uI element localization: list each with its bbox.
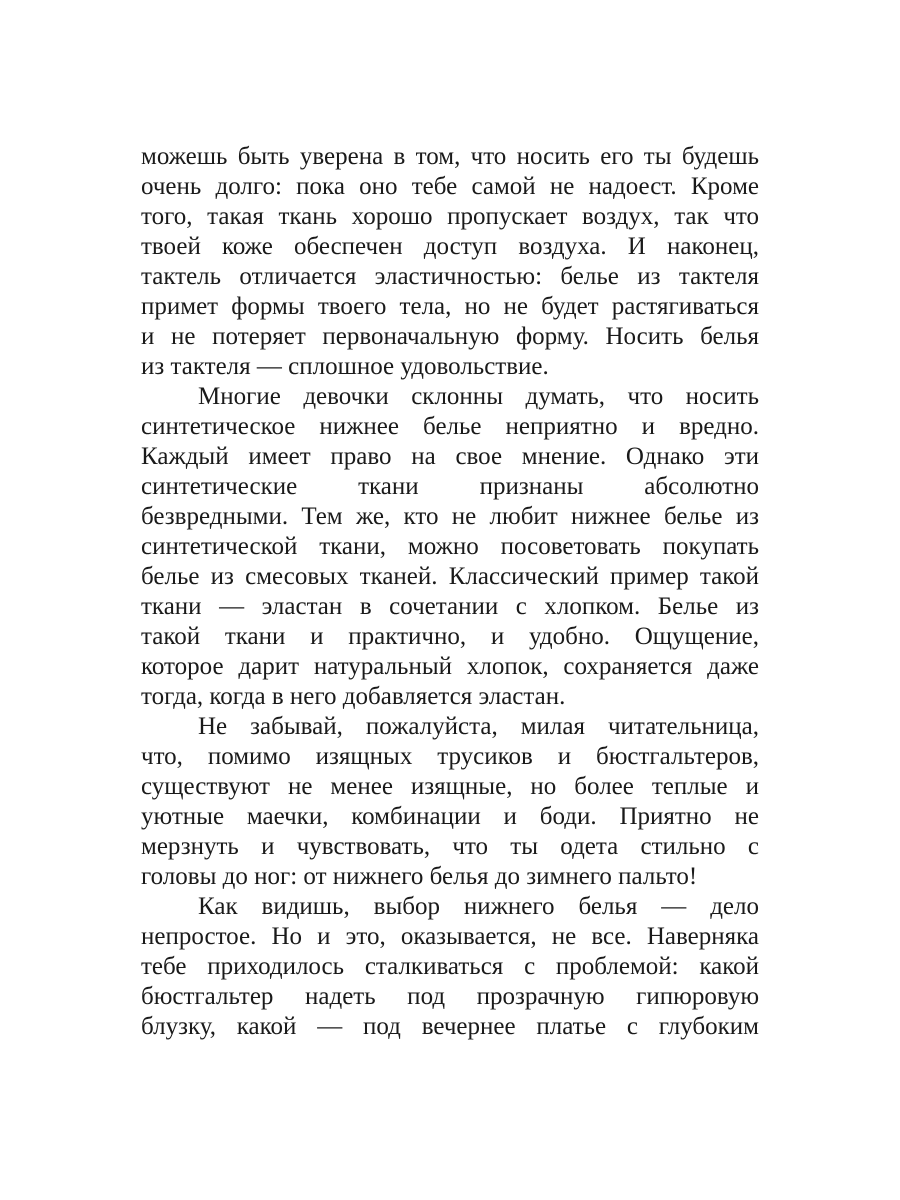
text-line: что, помимо изящных трусиков и бюстгальтеров, [141,743,759,770]
text-line: которое дарит натуральный хлопок, сохраняется даже [141,653,759,680]
text-line: Не забывай, пожалуйста, милая читательница, [198,713,759,740]
text-line: мерзнуть и чувствовать, что ты одета стильно с [141,833,759,860]
text-line: тактель отличается эластичностью: белье из тактеля [141,263,759,290]
text-line: синтетические ткани признаны абсолютно [141,473,759,500]
text-line: безвредными. Тем же, кто не любит нижнее белье из [141,503,759,530]
text-line: существуют не менее изящные, но более теплые и [141,773,759,800]
text-line: и не потеряет первоначальную форму. Носить белья [141,323,759,350]
text-line: непростое. Но и это, оказывается, не все. Наверняка [141,923,759,950]
text-line: из тактеля — сплошное удовольствие. [141,353,549,380]
text-line: белье из смесовых тканей. Классический пример такой [141,563,759,590]
text-line: уютные маечки, комбинации и боди. Приятно не [141,803,759,830]
text-line: блузку, какой — под вечернее платье с глубоким [141,1013,759,1040]
text-line: головы до ног: от нижнего белья до зимнего пальто! [141,863,698,890]
text-line: бюстгальтер надеть под прозрачную гипюровую [141,983,759,1010]
text-line: того, такая ткань хорошо пропускает воздух, так что [141,203,759,230]
text-line: тогда, когда в него добавляется эластан. [141,683,566,710]
text-line: синтетической ткани, можно посоветовать покупать [141,533,759,560]
text-line: Многие девочки склонны думать, что носить [198,383,759,410]
text-line: очень долго: пока оно тебе самой не надоест. Кроме [141,173,759,200]
text-line: синтетическое нижнее белье неприятно и вредно. [141,413,759,440]
text-line: Каждый имеет право на свое мнение. Однако эти [141,443,759,470]
text-line: твоей коже обеспечен доступ воздуха. И наконец, [141,233,759,260]
text-line: ткани — эластан в сочетании с хлопком. Белье из [141,593,759,620]
body-text [141,142,759,1042]
text-line: такой ткани и практично, и удобно. Ощущение, [141,623,759,650]
text-line: примет формы твоего тела, но не будет растягиваться [141,293,759,320]
text-line: можешь быть уверена в том, что носить его ты будешь [141,143,759,170]
text-line: тебе приходилось сталкиваться с проблемой: какой [141,953,759,980]
text-line: Как видишь, выбор нижнего белья — дело [198,893,759,920]
